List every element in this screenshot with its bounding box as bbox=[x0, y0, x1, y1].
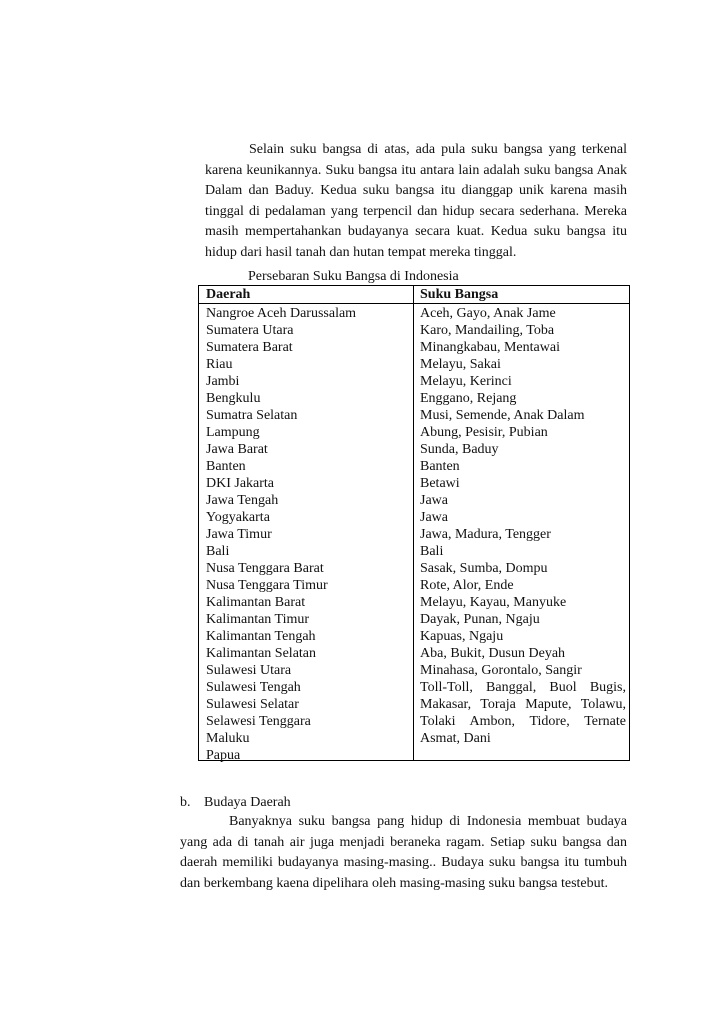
daerah-cell: Nusa Tenggara Timur bbox=[206, 578, 328, 593]
daerah-cell: Sumatera Barat bbox=[206, 340, 293, 355]
suku-bangsa-cell: Asmat, Dani bbox=[420, 731, 491, 746]
daerah-cell: Sulawesi Tengah bbox=[206, 680, 301, 695]
daerah-cell: Nangroe Aceh Darussalam bbox=[206, 306, 357, 321]
suku-bangsa-cell: Aceh, Gayo, Anak Jame bbox=[420, 306, 556, 321]
daerah-cell: Sumatra Selatan bbox=[206, 408, 298, 423]
daerah-cell: Riau bbox=[206, 357, 233, 372]
column-divider bbox=[413, 286, 414, 760]
suku-bangsa-cell: Rote, Alor, Ende bbox=[420, 578, 514, 593]
daerah-cell: Bali bbox=[206, 544, 230, 559]
suku-bangsa-list bbox=[420, 305, 626, 747]
suku-bangsa-cell: Melayu, Kayau, Manyuke bbox=[420, 595, 567, 610]
suku-bangsa-cell: Minahasa, Gorontalo, Sangir bbox=[420, 663, 582, 678]
suku-bangsa-cell: Melayu, Kerinci bbox=[420, 374, 512, 389]
budaya-paragraph bbox=[180, 812, 627, 894]
daerah-list bbox=[206, 305, 406, 764]
daerah-cell: Kalimantan Selatan bbox=[206, 646, 317, 661]
daerah-cell: Maluku bbox=[206, 731, 250, 746]
suku-bangsa-cell: Kapuas, Ngaju bbox=[420, 629, 504, 644]
suku-bangsa-cell: Dayak, Punan, Ngaju bbox=[420, 612, 540, 627]
daerah-cell: Yogyakarta bbox=[206, 510, 270, 525]
suku-bangsa-cell: Minangkabau, Mentawai bbox=[420, 340, 560, 355]
suku-bangsa-cell: Tolaki Ambon, Tidore, Ternate bbox=[420, 714, 626, 729]
section-marker: b. bbox=[180, 795, 191, 810]
suku-bangsa-cell: Karo, Mandailing, Toba bbox=[420, 323, 555, 338]
intro-paragraph bbox=[205, 140, 627, 264]
section-title: Budaya Daerah bbox=[204, 795, 291, 810]
suku-bangsa-cell: Toll-Toll, Banggal, Buol Bugis, bbox=[420, 680, 626, 695]
column-header-suku-bangsa: Suku Bangsa bbox=[420, 287, 499, 302]
table-caption: Persebaran Suku Bangsa di Indonesia bbox=[248, 269, 459, 284]
budaya-paragraph-text: Banyaknya suku bangsa pang hidup di Indonesia membuat budaya yang ada di tanah air juga menjadi beraneka ragam. Setiap suku bangsa dan daerah memiliki budayanya masing-masing.. Budaya suku bangsa itu tumbuh dan berkembang kaena dipelihara oleh masing-masing suku bangsa testebut. bbox=[180, 814, 627, 891]
daerah-cell: Kalimantan Tengah bbox=[206, 629, 316, 644]
suku-bangsa-cell: Sunda, Baduy bbox=[420, 442, 499, 457]
daerah-cell: Sulawesi Selatar bbox=[206, 697, 299, 712]
suku-bangsa-cell: Musi, Semende, Anak Dalam bbox=[420, 408, 585, 423]
suku-bangsa-cell: Sasak, Sumba, Dompu bbox=[420, 561, 548, 576]
daerah-cell: Jambi bbox=[206, 374, 240, 389]
daerah-cell: Jawa Barat bbox=[206, 442, 268, 457]
suku-bangsa-cell: Betawi bbox=[420, 476, 460, 491]
suku-bangsa-cell: Abung, Pesisir, Pubian bbox=[420, 425, 548, 440]
daerah-cell: Bengkulu bbox=[206, 391, 261, 406]
daerah-cell: Jawa Timur bbox=[206, 527, 272, 542]
suku-bangsa-cell: Bali bbox=[420, 544, 444, 559]
suku-bangsa-cell: Melayu, Sakai bbox=[420, 357, 501, 372]
daerah-cell: Sulawesi Utara bbox=[206, 663, 292, 678]
daerah-cell: Banten bbox=[206, 459, 246, 474]
daerah-cell: Kalimantan Timur bbox=[206, 612, 310, 627]
daerah-cell: Papua bbox=[206, 748, 241, 763]
intro-paragraph-text: Selain suku bangsa di atas, ada pula suku bangsa yang terkenal karena keunikannya. Suku bangsa itu antara lain adalah suku bangsa Anak Dalam dan Baduy. Kedua suku bangsa itu dianggap unik karena masih tinggal di pedalaman yang terpencil dan hidup secara sederhana. Mereka masih mempertahankan budayanya secara kuat. Kedua suku bangsa itu hidup dari hasil tanah dan hutan tempat mereka tinggal. bbox=[205, 142, 627, 260]
suku-bangsa-cell: Aba, Bukit, Dusun Deyah bbox=[420, 646, 566, 661]
daerah-cell: Selawesi Tenggara bbox=[206, 714, 311, 729]
daerah-cell: Sumatera Utara bbox=[206, 323, 294, 338]
suku-bangsa-table bbox=[198, 285, 630, 761]
header-divider bbox=[199, 303, 629, 304]
suku-bangsa-cell: Jawa, Madura, Tengger bbox=[420, 527, 551, 542]
daerah-cell: Nusa Tenggara Barat bbox=[206, 561, 324, 576]
suku-bangsa-cell: Banten bbox=[420, 459, 460, 474]
daerah-cell: Lampung bbox=[206, 425, 260, 440]
daerah-cell: DKI Jakarta bbox=[206, 476, 275, 491]
suku-bangsa-cell: Enggano, Rejang bbox=[420, 391, 517, 406]
daerah-cell: Jawa Tengah bbox=[206, 493, 279, 508]
suku-bangsa-cell: Jawa bbox=[420, 510, 448, 525]
column-header-daerah: Daerah bbox=[206, 287, 251, 302]
suku-bangsa-cell: Makasar, Toraja Mapute, Tolawu, bbox=[420, 697, 626, 712]
suku-bangsa-cell: Jawa bbox=[420, 493, 448, 508]
daerah-cell: Kalimantan Barat bbox=[206, 595, 306, 610]
section-heading bbox=[180, 793, 291, 813]
